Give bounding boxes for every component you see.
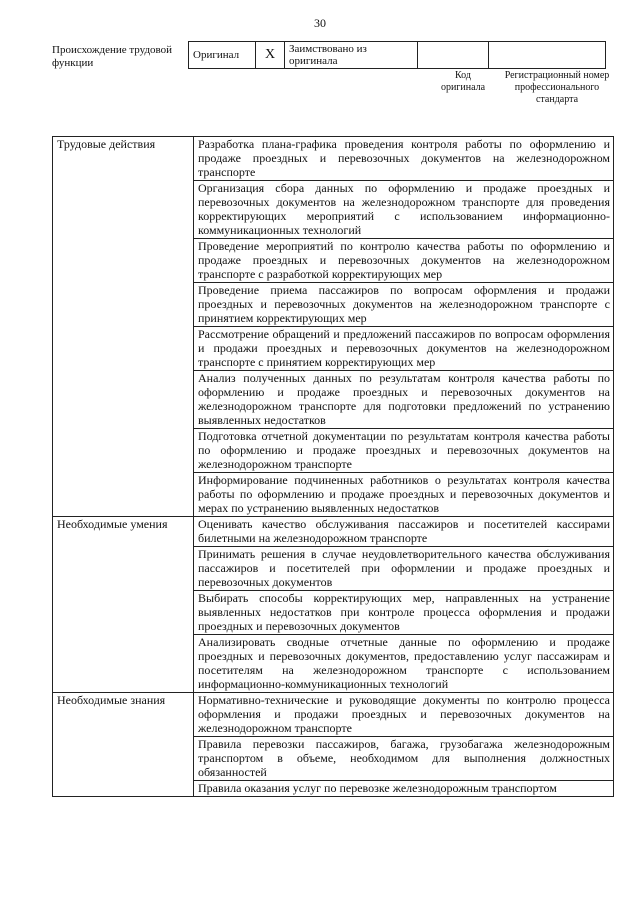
origin-table	[188, 41, 606, 69]
original-label: Оригинал	[189, 42, 256, 69]
code-cell	[418, 42, 489, 69]
section-item: Разработка плана-графика проведения контроля работы по оформлению и продаже проездных и перевозочных документов на железнодорожном транспорте	[194, 137, 614, 181]
function-details-table	[52, 136, 614, 797]
page-number: 30	[314, 16, 326, 30]
section-item: Правила перевозки пассажиров, багажа, грузобагажа железнодорожным транспортом в объеме, необходимом для выполнения должностных обязанностей	[194, 737, 614, 781]
section-item: Анализировать сводные отчетные данные по оформлению и продаже проездных и перевозочных документов, предоставлению услуг пассажирам и посетителям на железнодорожном транспорте с использованием информационно-коммуникационных технологий	[194, 635, 614, 693]
section-item: Информирование подчиненных работников о результатах контроля качества работы по оформлению и продаже проездных и перевозочных документов и мерах по устранению выявленных недостатков	[194, 473, 614, 517]
table-row	[53, 693, 614, 737]
section-item: Анализ полученных данных по результатам контроля качества работы по оформлению и продаже проездных и перевозочных документов на железнодорожном транспорте для подготовки предложений по устранению выявленных недостатков	[194, 371, 614, 429]
section-item: Подготовка отчетной документации по результатам контроля качества работы по оформлению и продаже проездных и перевозочных документов на железнодорожном транспорте	[194, 429, 614, 473]
section-title: Трудовые действия	[53, 137, 194, 517]
section-item: Выбирать способы корректирующих мер, направленных на устранение выявленных недостатков при контроле процесса оформления и продажи проездных и перевозочных документов	[194, 591, 614, 635]
borrowed-label: Заимствовано из оригинала	[285, 42, 418, 69]
section-item: Проведение мероприятий по контролю качества работы по оформлению и продаже проездных и перевозочных документов на железнодорожном транспорте с разработкой корректирующих мер	[194, 239, 614, 283]
section-item: Проведение приема пассажиров по вопросам оформления и продажи проездных и перевозочных документов на железнодорожном транспорте с принятием корректирующих мер	[194, 283, 614, 327]
section-item: Принимать решения в случае неудовлетворительного качества обслуживания пассажиров и посетителей при оформлении и продаже проездных и перевозочных документов	[194, 547, 614, 591]
reg-number-caption: Регистрационный номер профессионального стандарта	[504, 70, 610, 105]
origin-label: Происхождение трудовой функции	[52, 44, 173, 69]
section-item: Нормативно-технические и руководящие документы по контролю процесса оформления и продажи проездных и перевозочных документов на железнодорожном транспорте	[194, 693, 614, 737]
section-item: Правила оказания услуг по перевозке железнодорожным транспортом	[194, 781, 614, 797]
reg-number-cell	[489, 42, 606, 69]
original-mark: X	[256, 42, 285, 69]
section-item: Оценивать качество обслуживания пассажиров и посетителей кассирами билетными на железнодорожном транспорте	[194, 517, 614, 547]
code-caption: Код оригинала	[440, 70, 486, 93]
section-title: Необходимые знания	[53, 693, 194, 797]
section-item: Рассмотрение обращений и предложений пассажиров по вопросам оформления и продажи проездных и перевозочных документов на железнодорожном транспорте с принятием корректирующих мер	[194, 327, 614, 371]
table-row	[53, 137, 614, 181]
table-row	[53, 517, 614, 547]
section-title: Необходимые умения	[53, 517, 194, 693]
section-item: Организация сбора данных по оформлению и продаже проездных и перевозочных документов на железнодорожном транспорте для проведения корректирующих мероприятий с использованием информационно-коммуникационных технологий	[194, 181, 614, 239]
